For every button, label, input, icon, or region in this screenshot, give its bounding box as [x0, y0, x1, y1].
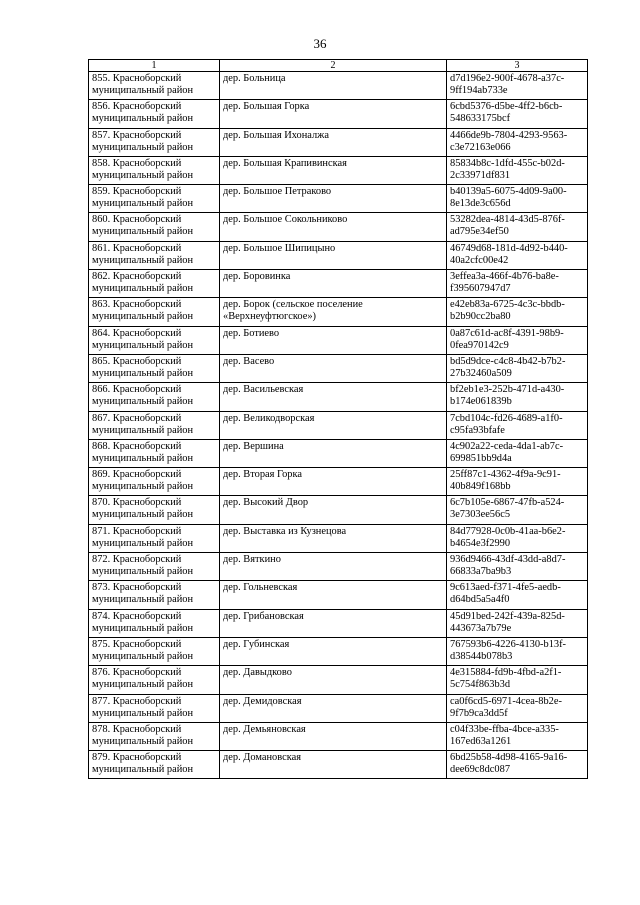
settlement-cell: дер. Вершина — [220, 439, 447, 467]
district-cell: 876. Красноборский муниципальный район — [89, 666, 220, 694]
guid-cell: 936d9466-43df-43dd-a8d7- 66833a7ba9b3 — [447, 553, 588, 581]
table-row — [89, 609, 588, 637]
district-cell: 857. Красноборский муниципальный район — [89, 128, 220, 156]
column-header-3: 3 — [447, 60, 588, 72]
table-row — [89, 128, 588, 156]
guid-cell: 0a87c61d-ac8f-4391-98b9- 0fea970142c9 — [447, 326, 588, 354]
table-row — [89, 581, 588, 609]
guid-cell: 4466de9b-7804-4293-9563- c3e72163e066 — [447, 128, 588, 156]
guid-cell: 6cbd5376-d5be-4ff2-b6cb- 548633175bcf — [447, 100, 588, 128]
table-row — [89, 468, 588, 496]
settlement-cell: дер. Великодворская — [220, 411, 447, 439]
table-row — [89, 326, 588, 354]
settlement-cell: дер. Выставка из Кузнецова — [220, 524, 447, 552]
guid-cell: bf2eb1e3-252b-471d-a430- b174e061839b — [447, 383, 588, 411]
district-cell: 859. Красноборский муниципальный район — [89, 185, 220, 213]
table-row — [89, 185, 588, 213]
table-row — [89, 553, 588, 581]
settlement-cell: дер. Большое Сокольниково — [220, 213, 447, 241]
guid-cell: 4e315884-fd9b-4fbd-a2f1- 5c754f863b3d — [447, 666, 588, 694]
district-cell: 877. Красноборский муниципальный район — [89, 694, 220, 722]
settlements-table — [88, 59, 588, 779]
table-body — [89, 72, 588, 779]
guid-cell: 4c902a22-ceda-4da1-ab7c- 699851bb9d4a — [447, 439, 588, 467]
district-cell: 870. Красноборский муниципальный район — [89, 496, 220, 524]
settlement-cell: дер. Боровинка — [220, 270, 447, 298]
table-row — [89, 270, 588, 298]
settlement-cell: дер. Грибановская — [220, 609, 447, 637]
settlement-cell: дер. Больница — [220, 72, 447, 100]
district-cell: 860. Красноборский муниципальный район — [89, 213, 220, 241]
settlement-cell: дер. Гольневская — [220, 581, 447, 609]
table-row — [89, 524, 588, 552]
table-row — [89, 354, 588, 382]
district-cell: 862. Красноборский муниципальный район — [89, 270, 220, 298]
table-row — [89, 100, 588, 128]
district-cell: 878. Красноборский муниципальный район — [89, 722, 220, 750]
page-number: 36 — [313, 36, 327, 51]
guid-cell: 85834b8c-1dfd-455c-b02d- 2c33971df831 — [447, 156, 588, 184]
settlement-cell: дер. Большое Петраково — [220, 185, 447, 213]
table-row — [89, 722, 588, 750]
district-cell: 866. Красноборский муниципальный район — [89, 383, 220, 411]
guid-cell: c04f33be-ffba-4bce-a335- 167ed63a1261 — [447, 722, 588, 750]
district-cell: 865. Красноборский муниципальный район — [89, 354, 220, 382]
guid-cell: d7d196e2-900f-4678-a37c- 9ff194ab733e — [447, 72, 588, 100]
table-row — [89, 298, 588, 326]
column-header-2: 2 — [220, 60, 447, 72]
table-row — [89, 156, 588, 184]
guid-cell: e42eb83a-6725-4c3c-bbdb- b2b90cc2ba80 — [447, 298, 588, 326]
district-cell: 858. Красноборский муниципальный район — [89, 156, 220, 184]
district-cell: 875. Красноборский муниципальный район — [89, 637, 220, 665]
settlement-cell: дер. Вяткино — [220, 553, 447, 581]
guid-cell: 6c7b105e-6867-47fb-a524- 3e7303ee56c5 — [447, 496, 588, 524]
settlement-cell: дер. Давыдково — [220, 666, 447, 694]
district-cell: 873. Красноборский муниципальный район — [89, 581, 220, 609]
table-row — [89, 496, 588, 524]
settlement-cell: дер. Васево — [220, 354, 447, 382]
district-cell: 861. Красноборский муниципальный район — [89, 241, 220, 269]
guid-cell: 45d91bed-242f-439a-825d- 443673a7b79e — [447, 609, 588, 637]
table-row — [89, 694, 588, 722]
settlement-cell: дер. Домановская — [220, 751, 447, 779]
district-cell: 856. Красноборский муниципальный район — [89, 100, 220, 128]
guid-cell: bd5d9dce-c4c8-4b42-b7b2- 27b32460a509 — [447, 354, 588, 382]
table-row — [89, 637, 588, 665]
settlement-cell: дер. Большая Крапивинская — [220, 156, 447, 184]
settlement-cell: дер. Демидовская — [220, 694, 447, 722]
guid-cell: 25ff87c1-4362-4f9a-9c91- 40b849f168bb — [447, 468, 588, 496]
table-row — [89, 439, 588, 467]
guid-cell: ca0f6cd5-6971-4cea-8b2e- 9f7b9ca3dd5f — [447, 694, 588, 722]
table-header-row — [89, 60, 588, 72]
table-row — [89, 666, 588, 694]
table-row — [89, 72, 588, 100]
table-row — [89, 751, 588, 779]
district-cell: 879. Красноборский муниципальный район — [89, 751, 220, 779]
table-row — [89, 241, 588, 269]
guid-cell: 6bd25b58-4d98-4165-9a16- dee69c8dc087 — [447, 751, 588, 779]
settlement-cell: дер. Большое Шипицыно — [220, 241, 447, 269]
guid-cell: 3effea3a-466f-4b76-ba8e- f395607947d7 — [447, 270, 588, 298]
guid-cell: 53282dea-4814-43d5-876f- ad795e34ef50 — [447, 213, 588, 241]
guid-cell: 84d77928-0c0b-41aa-b6e2- b4654e3f2990 — [447, 524, 588, 552]
table-row — [89, 411, 588, 439]
settlement-cell: дер. Вторая Горка — [220, 468, 447, 496]
settlement-cell: дер. Губинская — [220, 637, 447, 665]
table-row — [89, 213, 588, 241]
table-row — [89, 383, 588, 411]
district-cell: 855. Красноборский муниципальный район — [89, 72, 220, 100]
district-cell: 869. Красноборский муниципальный район — [89, 468, 220, 496]
guid-cell: b40139a5-6075-4d09-9a00- 8e13de3c656d — [447, 185, 588, 213]
guid-cell: 767593b6-4226-4130-b13f- d38544b078b3 — [447, 637, 588, 665]
district-cell: 863. Красноборский муниципальный район — [89, 298, 220, 326]
guid-cell: 46749d68-181d-4d92-b440- 40a2cfc00e42 — [447, 241, 588, 269]
district-cell: 871. Красноборский муниципальный район — [89, 524, 220, 552]
district-cell: 874. Красноборский муниципальный район — [89, 609, 220, 637]
settlement-cell: дер. Высокий Двор — [220, 496, 447, 524]
settlement-cell: дер. Демьяновская — [220, 722, 447, 750]
guid-cell: 9c613aed-f371-4fe5-aedb- d64bd5a5a4f0 — [447, 581, 588, 609]
settlement-cell: дер. Ботиево — [220, 326, 447, 354]
district-cell: 868. Красноборский муниципальный район — [89, 439, 220, 467]
district-cell: 864. Красноборский муниципальный район — [89, 326, 220, 354]
column-header-1: 1 — [89, 60, 220, 72]
district-cell: 872. Красноборский муниципальный район — [89, 553, 220, 581]
settlement-cell: дер. Васильевская — [220, 383, 447, 411]
district-cell: 867. Красноборский муниципальный район — [89, 411, 220, 439]
settlement-cell: дер. Большая Горка — [220, 100, 447, 128]
guid-cell: 7cbd104c-fd26-4689-a1f0- c95fa93bfafe — [447, 411, 588, 439]
settlement-cell: дер. Большая Ихоналжа — [220, 128, 447, 156]
settlement-cell: дер. Борок (сельское поселение «Верхнеуфтюгское») — [220, 298, 447, 326]
